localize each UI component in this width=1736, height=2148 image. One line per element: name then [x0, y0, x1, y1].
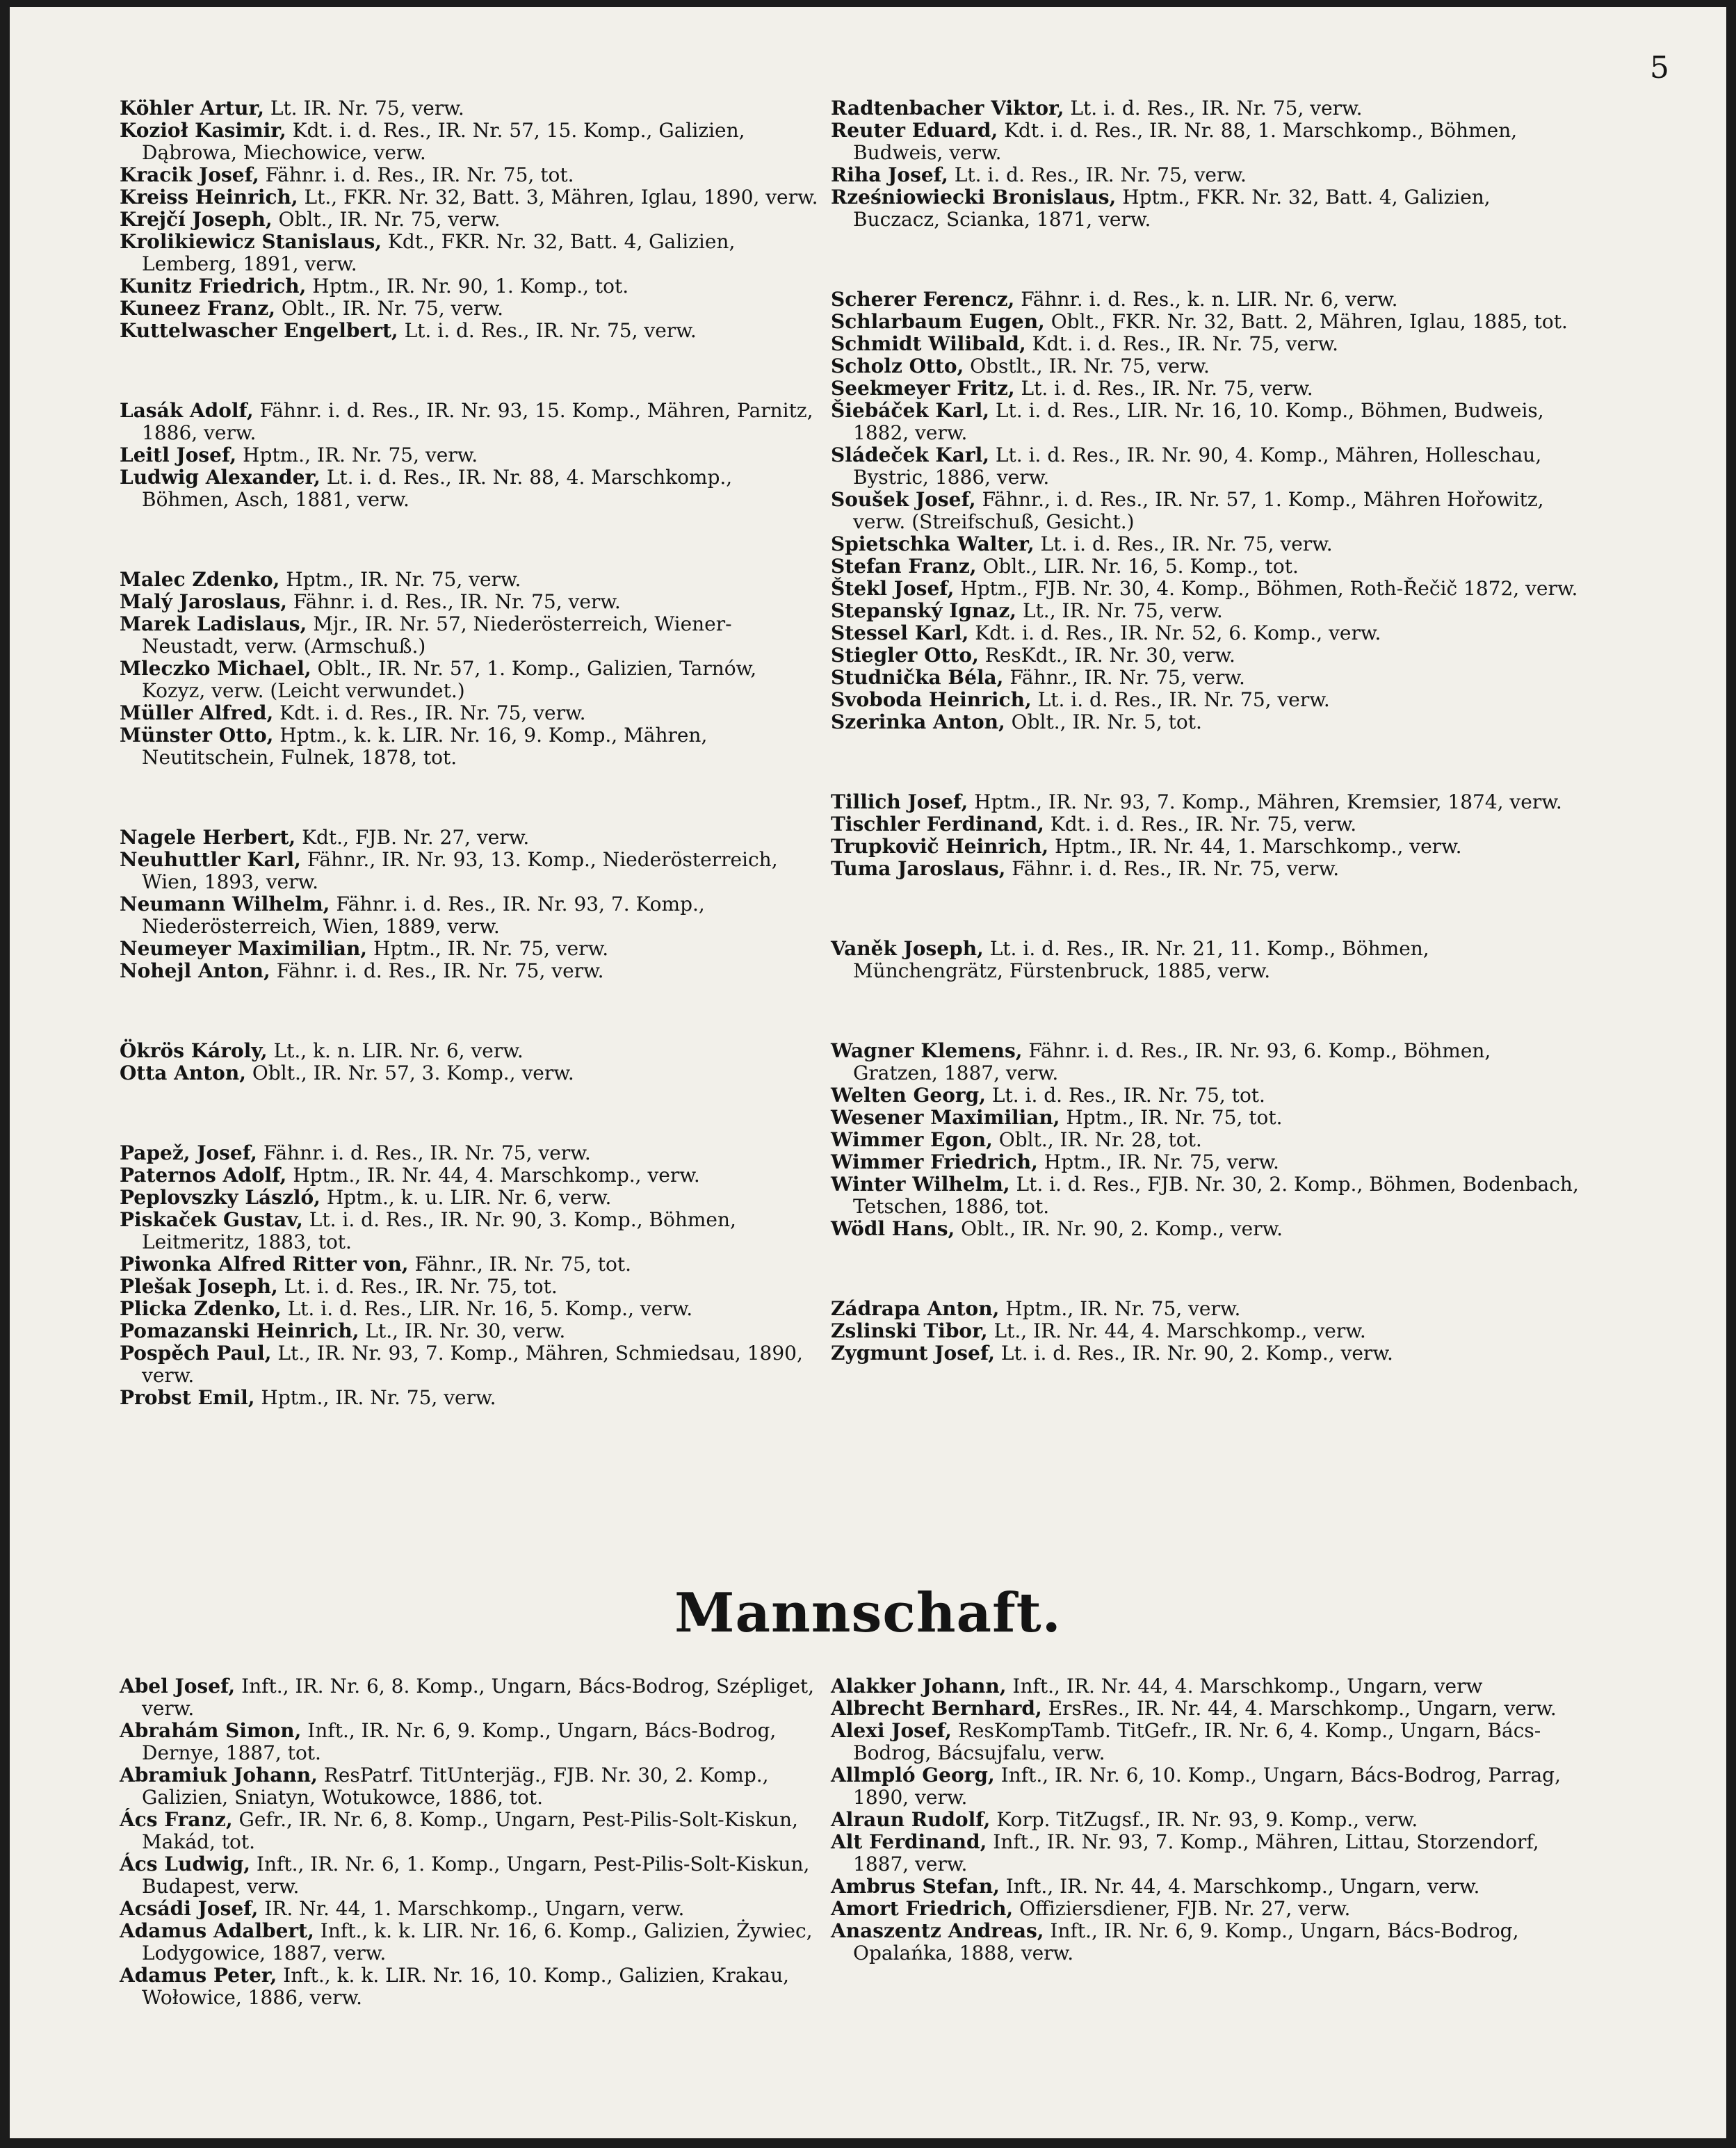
list-entry: [831, 1320, 1582, 1342]
entry-name: Soušek Josef,: [831, 488, 976, 511]
entry-name: Amort Friedrich,: [831, 1897, 1014, 1920]
page-number: 5: [1650, 50, 1669, 86]
entry-details: Lt. i. d. Res., IR. Nr. 75, verw.: [1064, 97, 1363, 120]
entry-details: Lt. IR. Nr. 75, verw.: [263, 97, 464, 120]
entry-details: Inft., IR. Nr. 44, 4. Marschkomp., Ungarn, verw: [1006, 1675, 1483, 1698]
entry-details: Inft., IR. Nr. 93, 7. Komp., Mähren, Littau, Storzendorf, 1887, verw.: [853, 1830, 1539, 1876]
entry-name: Adamus Peter,: [120, 1964, 277, 1987]
entry-details: Hptm., IR. Nr. 75, verw.: [254, 1386, 496, 1409]
entry-details: Kdt. i. d. Res., IR. Nr. 57, 15. Komp., Galizien, Dąbrowa, Miechowice, verw.: [142, 119, 745, 164]
entry-details: Inft., IR. Nr. 6, 1. Komp., Ungarn, Pest-Pilis-Solt-Kiskun, Budapest, verw.: [142, 1853, 810, 1898]
list-entry: [120, 444, 822, 466]
entry-name: Vaněk Joseph,: [831, 937, 984, 960]
list-entry: [120, 164, 822, 186]
entry-name: Malý Jaroslaus,: [120, 590, 288, 613]
letter-group: [831, 791, 1582, 880]
list-entry: [120, 1062, 822, 1084]
entry-details: ResPatrf. TitUnterjäg., FJB. Nr. 30, 2. Komp., Galizien, Sniatyn, Wotukowce, 1886, tot.: [142, 1764, 769, 1809]
list-entry: [120, 1040, 822, 1062]
entry-name: Abel Josef,: [120, 1675, 236, 1698]
entry-details: Hptm., IR. Nr. 75, verw.: [999, 1297, 1241, 1320]
list-entry: [120, 1675, 822, 1720]
list-entry: [831, 1809, 1582, 1831]
letter-group: [120, 97, 822, 342]
entry-name: Wimmer Friedrich,: [831, 1150, 1038, 1173]
list-entry: [120, 1187, 822, 1209]
entry-name: Trupkovič Heinrich,: [831, 835, 1049, 858]
entry-name: Szerinka Anton,: [831, 710, 1005, 733]
entry-details: Hptm., IR. Nr. 44, 1. Marschkomp., verw.: [1048, 835, 1462, 858]
entry-details: Hptm., IR. Nr. 75, verw.: [236, 444, 478, 466]
entry-details: Obstlt., IR. Nr. 75, verw.: [964, 355, 1210, 377]
entry-name: Schlarbaum Eugen,: [831, 310, 1045, 333]
list-entry: [120, 275, 822, 298]
entry-details: Oblt., FKR. Nr. 32, Batt. 2, Mähren, Iglau, 1885, tot.: [1044, 310, 1568, 333]
list-entry: [831, 711, 1582, 733]
entry-details: Fähnr., IR. Nr. 75, tot.: [408, 1253, 632, 1276]
entry-details: Hptm., IR. Nr. 44, 4. Marschkomp., verw.: [286, 1164, 700, 1187]
entry-details: Fähnr. i. d. Res., IR. Nr. 93, 15. Komp., Mähren, Parnitz, 1886, verw.: [142, 399, 813, 444]
list-entry: [831, 1298, 1582, 1320]
list-entry: [120, 1164, 822, 1187]
entry-details: Gefr., IR. Nr. 6, 8. Komp., Ungarn, Pest-Pilis-Solt-Kiskun, Makád, tot.: [142, 1808, 798, 1853]
entry-details: Inft., k. k. LIR. Nr. 16, 6. Komp., Galizien, Żywiec, Lodygowice, 1887, verw.: [142, 1919, 813, 1964]
list-entry: [120, 1898, 822, 1920]
entry-name: Stessel Karl,: [831, 621, 969, 644]
list-entry: [831, 97, 1582, 120]
entry-details: Fähnr., i. d. Res., IR. Nr. 57, 1. Komp., Mähren Hořowitz, verw. (Streifschuß, Gesicht.): [853, 488, 1544, 533]
mannschaft-left-column: [120, 1675, 822, 2009]
entry-details: Lt. i. d. Res., IR. Nr. 90, 4. Komp., Mähren, Holleschau, Bystric, 1886, verw.: [853, 444, 1542, 489]
list-entry: [831, 813, 1582, 836]
entry-name: Müller Alfred,: [120, 701, 274, 724]
entry-name: Winter Wilhelm,: [831, 1173, 1010, 1196]
entry-details: Lt. i. d. Res., IR. Nr. 75, verw.: [1014, 377, 1313, 400]
entry-details: Lt. i. d. Res., IR. Nr. 75, verw.: [948, 163, 1247, 186]
entry-details: Inft., k. k. LIR. Nr. 16, 10. Komp., Galizien, Krakau, Wołowice, 1886, verw.: [142, 1964, 790, 2009]
list-entry: [831, 333, 1582, 355]
entry-details: Lt. i. d. Res., LIR. Nr. 16, 10. Komp., Böhmen, Budweis, 1882, verw.: [853, 399, 1544, 444]
entry-name: Pomazanski Heinrich,: [120, 1319, 359, 1342]
entry-details: Hptm., k. u. LIR. Nr. 6, verw.: [320, 1186, 612, 1209]
list-entry: [120, 1253, 822, 1276]
entry-name: Šiebáček Karl,: [831, 399, 990, 422]
entry-details: Fähnr., IR. Nr. 75, verw.: [1003, 666, 1245, 689]
entry-name: Nagele Herbert,: [120, 826, 296, 849]
entry-name: Piwonka Alfred Ritter von,: [120, 1253, 409, 1276]
entry-name: Plešak Joseph,: [120, 1275, 278, 1298]
entry-name: Malec Zdenko,: [120, 568, 280, 591]
entry-details: Lt., IR. Nr. 30, verw.: [359, 1319, 566, 1342]
entry-details: Kdt. i. d. Res., IR. Nr. 88, 1. Marschkomp., Böhmen, Budweis, verw.: [853, 119, 1518, 164]
entry-name: Scherer Ferencz,: [831, 288, 1015, 311]
entry-details: Lt. i. d. Res., FJB. Nr. 30, 2. Komp., Böhmen, Bodenbach, Tetschen, 1886, tot.: [853, 1173, 1579, 1218]
entry-name: Neuhuttler Karl,: [120, 848, 301, 871]
list-entry: [120, 1920, 822, 1964]
letter-group: [831, 1298, 1582, 1365]
entry-details: Kdt. i. d. Res., IR. Nr. 75, verw.: [1044, 813, 1357, 836]
list-entry: [120, 186, 822, 209]
entry-details: Oblt., IR. Nr. 5, tot.: [1005, 710, 1202, 733]
entry-name: Radtenbacher Viktor,: [831, 97, 1064, 120]
list-entry: [120, 893, 822, 938]
list-entry: [120, 320, 822, 342]
entry-details: Oblt., LIR. Nr. 16, 5. Komp., tot.: [976, 555, 1299, 578]
entry-details: Fähnr. i. d. Res., IR. Nr. 75, verw.: [1005, 857, 1340, 880]
entry-details: Inft., IR. Nr. 6, 9. Komp., Ungarn, Bács-Bodrog, Opalańka, 1888, verw.: [853, 1919, 1519, 1964]
entry-name: Köhler Artur,: [120, 97, 264, 120]
entry-details: Hptm., IR. Nr. 75, verw.: [279, 568, 521, 591]
list-entry: [831, 489, 1582, 533]
entry-details: Lt., FKR. Nr. 32, Batt. 3, Mähren, Iglau, 1890, verw.: [298, 186, 818, 209]
list-entry: [120, 613, 822, 658]
entry-details: Inft., IR. Nr. 6, 10. Komp., Ungarn, Bács-Bodrog, Parrag, 1890, verw.: [853, 1764, 1561, 1809]
list-entry: [120, 960, 822, 982]
list-entry: [120, 1298, 822, 1320]
entry-name: Alraun Rudolf,: [831, 1808, 991, 1831]
list-entry: [831, 858, 1582, 880]
list-entry: [120, 120, 822, 164]
entry-details: ResKdt., IR. Nr. 30, verw.: [978, 644, 1235, 667]
entry-name: Peplovszky László,: [120, 1186, 321, 1209]
list-entry: [831, 400, 1582, 444]
entry-name: Alt Ferdinand,: [831, 1830, 987, 1853]
entry-details: Lt. i. d. Res., IR. Nr. 75, tot.: [985, 1084, 1265, 1107]
entry-details: Hptm., FKR. Nr. 32, Batt. 4, Galizien, Buczacz, Scianka, 1871, verw.: [853, 186, 1491, 231]
entry-details: Oblt., IR. Nr. 57, 1. Komp., Galizien, Tarnów, Kozyz, verw. (Leicht verwundet.): [142, 657, 757, 702]
list-entry: [831, 1920, 1582, 1964]
entry-name: Stepanský Ignaz,: [831, 599, 1017, 622]
entry-details: Lt. i. d. Res., IR. Nr. 75, verw.: [1031, 688, 1330, 711]
list-entry: [120, 849, 822, 893]
entry-name: Tischler Ferdinand,: [831, 813, 1044, 836]
list-entry: [120, 466, 822, 511]
list-entry: [831, 938, 1582, 982]
list-entry: [831, 164, 1582, 186]
list-entry: [831, 1151, 1582, 1173]
list-entry: [831, 1698, 1582, 1720]
list-entry: [120, 658, 822, 702]
entry-name: Svoboda Heinrich,: [831, 688, 1032, 711]
entry-name: Wesener Maximilian,: [831, 1106, 1060, 1129]
entry-details: Oblt., IR. Nr. 28, tot.: [992, 1128, 1202, 1151]
entry-name: Acsádi Josef,: [120, 1897, 259, 1920]
entry-details: Fähnr. i. d. Res., IR. Nr. 75, verw.: [257, 1141, 591, 1164]
entry-name: Reuter Eduard,: [831, 119, 998, 142]
entry-details: Fähnr., IR. Nr. 93, 13. Komp., Niederösterreich, Wien, 1893, verw.: [142, 848, 778, 893]
list-entry: [831, 644, 1582, 667]
list-entry: [831, 1107, 1582, 1129]
entry-name: Plicka Zdenko,: [120, 1297, 282, 1320]
entry-details: Lt., IR. Nr. 75, verw.: [1016, 599, 1223, 622]
list-entry: [831, 186, 1582, 231]
entry-name: Wimmer Egon,: [831, 1128, 993, 1151]
entry-details: Offiziersdiener, FJB. Nr. 27, verw.: [1013, 1897, 1351, 1920]
entry-name: Piskaček Gustav,: [120, 1208, 303, 1231]
entry-name: Scholz Otto,: [831, 355, 964, 377]
entry-name: Stiegler Otto,: [831, 644, 979, 667]
entry-details: Mjr., IR. Nr. 57, Niederösterreich, Wiener-Neustadt, verw. (Armschuß.): [142, 612, 732, 658]
entry-name: Pospěch Paul,: [120, 1342, 272, 1365]
list-entry: [831, 1084, 1582, 1107]
list-entry: [120, 97, 822, 120]
entry-name: Papež, Josef,: [120, 1141, 257, 1164]
entry-name: Otta Anton,: [120, 1061, 246, 1084]
list-entry: [831, 377, 1582, 400]
entry-name: Spietschka Walter,: [831, 532, 1035, 555]
letter-group: [120, 827, 822, 982]
entry-name: Rześniowiecki Bronislaus,: [831, 186, 1117, 209]
entry-details: Hptm., FJB. Nr. 30, 4. Komp., Böhmen, Roth-Řečič 1872, verw.: [954, 577, 1578, 600]
list-entry: [120, 1342, 822, 1387]
list-entry: [120, 298, 822, 320]
entry-details: Inft., IR. Nr. 6, 8. Komp., Ungarn, Bács-Bodrog, Szépliget, verw.: [142, 1675, 815, 1720]
entry-details: Kdt. i. d. Res., IR. Nr. 75, verw.: [1025, 332, 1339, 355]
officers-left-column: [120, 97, 822, 1467]
list-entry: [120, 400, 822, 444]
entry-name: Nohejl Anton,: [120, 959, 270, 982]
entry-details: Oblt., IR. Nr. 75, verw.: [275, 297, 503, 320]
list-entry: [831, 1173, 1582, 1218]
list-entry: [120, 827, 822, 849]
entry-name: Albrecht Bernhard,: [831, 1697, 1042, 1720]
entry-details: Hptm., IR. Nr. 90, 1. Komp., tot.: [306, 275, 629, 298]
entry-details: Lt. i. d. Res., IR. Nr. 88, 4. Marschkomp., Böhmen, Asch, 1881, verw.: [142, 466, 733, 511]
entry-details: Lt. i. d. Res., IR. Nr. 90, 3. Komp., Böhmen, Leitmeritz, 1883, tot.: [142, 1208, 736, 1253]
entry-name: Abrahám Simon,: [120, 1719, 302, 1742]
entry-details: Inft., IR. Nr. 44, 4. Marschkomp., Ungarn, verw.: [999, 1875, 1480, 1898]
entry-details: Lt., IR. Nr. 93, 7. Komp., Mähren, Schmiedsau, 1890, verw.: [142, 1342, 803, 1387]
entry-details: Inft., IR. Nr. 6, 9. Komp., Ungarn, Bács-Bodrog, Dernye, 1887, tot.: [142, 1719, 777, 1764]
entry-name: Ökrös Károly,: [120, 1039, 268, 1062]
entry-name: Allmpló Georg,: [831, 1764, 995, 1787]
entry-name: Münster Otto,: [120, 724, 274, 747]
entry-details: Oblt., IR. Nr. 57, 3. Komp., verw.: [245, 1061, 574, 1084]
list-entry: [120, 1276, 822, 1298]
entry-details: Fähnr. i. d. Res., IR. Nr. 75, verw.: [287, 590, 621, 613]
entry-name: Kracik Josef,: [120, 163, 259, 186]
entry-name: Zslinski Tibor,: [831, 1319, 988, 1342]
entry-name: Probst Emil,: [120, 1386, 255, 1409]
list-entry: [120, 1320, 822, 1342]
entry-details: Fähnr. i. d. Res., IR. Nr. 75, verw.: [270, 959, 604, 982]
list-entry: [120, 1387, 822, 1409]
list-entry: [120, 231, 822, 275]
list-entry: [120, 1209, 822, 1253]
entry-name: Wagner Klemens,: [831, 1039, 1023, 1062]
officers-right-column: [831, 97, 1582, 1422]
entry-name: Zygmunt Josef,: [831, 1342, 995, 1365]
list-entry: [120, 209, 822, 231]
list-entry: [120, 1809, 822, 1853]
section-heading: Mannschaft.: [674, 1581, 1062, 1645]
entry-name: Kuneez Franz,: [120, 297, 275, 320]
entry-name: Seekmeyer Fritz,: [831, 377, 1015, 400]
list-entry: [831, 555, 1582, 578]
entry-name: Leitl Josef,: [120, 444, 237, 466]
entry-name: Krejčí Joseph,: [120, 208, 273, 231]
entry-name: Kozioł Kasimir,: [120, 119, 286, 142]
entry-name: Tillich Josef,: [831, 790, 968, 813]
entry-details: Fähnr. i. d. Res., k. n. LIR. Nr. 6, verw.: [1014, 288, 1398, 311]
list-entry: [831, 836, 1582, 858]
list-entry: [831, 689, 1582, 711]
entry-details: Lt. i. d. Res., IR. Nr. 75, verw.: [1034, 532, 1333, 555]
entry-details: Kdt., FKR. Nr. 32, Batt. 4, Galizien, Lemberg, 1891, verw.: [142, 230, 736, 275]
entry-details: Oblt., IR. Nr. 90, 2. Komp., verw.: [955, 1217, 1283, 1240]
entry-details: Hptm., IR. Nr. 75, tot.: [1060, 1106, 1283, 1129]
entry-name: Adamus Adalbert,: [120, 1919, 314, 1942]
entry-details: Hptm., IR. Nr. 75, verw.: [1037, 1150, 1279, 1173]
entry-name: Tuma Jaroslaus,: [831, 857, 1006, 880]
list-entry: [831, 600, 1582, 622]
entry-name: Krolikiewicz Stanislaus,: [120, 230, 382, 253]
list-entry: [120, 1964, 822, 2009]
entry-name: Marek Ladislaus,: [120, 612, 307, 635]
entry-details: Lt., k. n. LIR. Nr. 6, verw.: [267, 1039, 524, 1062]
entry-name: Lasák Adolf,: [120, 399, 254, 422]
list-entry: [120, 1720, 822, 1764]
entry-name: Kreiss Heinrich,: [120, 186, 298, 209]
mannschaft-right-column: [831, 1675, 1582, 1964]
entry-details: Hptm., k. k. LIR. Nr. 16, 9. Komp., Mähren, Neutitschein, Fulnek, 1878, tot.: [142, 724, 708, 769]
entry-details: Lt. i. d. Res., IR. Nr. 75, verw.: [398, 319, 697, 342]
entry-details: Hptm., IR. Nr. 93, 7. Komp., Mähren, Kremsier, 1874, verw.: [968, 790, 1562, 813]
entry-details: Kdt. i. d. Res., IR. Nr. 52, 6. Komp., verw.: [968, 621, 1381, 644]
list-entry: [831, 1342, 1582, 1365]
entry-name: Schmidt Wilibald,: [831, 332, 1026, 355]
list-entry: [831, 1040, 1582, 1084]
entry-name: Zádrapa Anton,: [831, 1297, 1000, 1320]
entry-details: Lt. i. d. Res., IR. Nr. 90, 2. Komp., verw.: [995, 1342, 1393, 1365]
list-entry: [120, 1853, 822, 1898]
entry-name: Ludwig Alexander,: [120, 466, 321, 489]
letter-group: [831, 97, 1582, 231]
list-entry: [831, 1675, 1582, 1698]
list-entry: [831, 1764, 1582, 1809]
list-entry: [120, 569, 822, 591]
entry-name: Kuttelwascher Engelbert,: [120, 319, 398, 342]
list-entry: [120, 938, 822, 960]
list-entry: [120, 591, 822, 613]
entry-name: Alexi Josef,: [831, 1719, 952, 1742]
list-entry: [831, 1898, 1582, 1920]
list-entry: [831, 1831, 1582, 1876]
list-entry: [831, 1129, 1582, 1151]
letter-group: [120, 1040, 822, 1084]
entry-name: Ács Franz,: [120, 1808, 233, 1831]
list-entry: [831, 1876, 1582, 1898]
entry-details: Lt. i. d. Res., LIR. Nr. 16, 5. Komp., verw.: [281, 1297, 693, 1320]
entry-details: Korp. TitZugsf., IR. Nr. 93, 9. Komp., verw.: [990, 1808, 1418, 1831]
letter-group: [831, 1040, 1582, 1240]
letter-group: [120, 569, 822, 769]
entry-name: Štekl Josef,: [831, 577, 955, 600]
entry-details: Lt. i. d. Res., IR. Nr. 75, tot.: [277, 1275, 558, 1298]
entry-details: ResKompTamb. TitGefr., IR. Nr. 6, 4. Komp., Ungarn, Bács-Bodrog, Bácsujfalu, verw.: [853, 1719, 1541, 1764]
list-entry: [831, 311, 1582, 333]
list-entry: [831, 533, 1582, 555]
entry-name: Kunitz Friedrich,: [120, 275, 307, 298]
entry-details: Oblt., IR. Nr. 75, verw.: [272, 208, 501, 231]
entry-details: Kdt. i. d. Res., IR. Nr. 75, verw.: [273, 701, 586, 724]
entry-details: Fähnr. i. d. Res., IR. Nr. 75, tot.: [259, 163, 574, 186]
list-entry: [831, 355, 1582, 377]
entry-name: Riha Josef,: [831, 163, 948, 186]
entry-details: Lt., IR. Nr. 44, 4. Marschkomp., verw.: [987, 1319, 1366, 1342]
entry-name: Alakker Johann,: [831, 1675, 1007, 1698]
entry-name: Sládeček Karl,: [831, 444, 990, 466]
entry-details: Fähnr. i. d. Res., IR. Nr. 93, 7. Komp., Niederösterreich, Wien, 1889, verw.: [142, 893, 705, 938]
letter-group: [120, 400, 822, 511]
entry-name: Ács Ludwig,: [120, 1853, 250, 1876]
list-entry: [831, 120, 1582, 164]
entry-name: Stefan Franz,: [831, 555, 977, 578]
entry-name: Neumeyer Maximilian,: [120, 937, 368, 960]
list-entry: [120, 1142, 822, 1164]
list-entry: [120, 702, 822, 724]
list-entry: [831, 791, 1582, 813]
letter-group: [120, 1142, 822, 1409]
entry-name: Welten Georg,: [831, 1084, 986, 1107]
entry-name: Abramiuk Johann,: [120, 1764, 318, 1787]
letter-group: [831, 288, 1582, 733]
entry-name: Paternos Adolf,: [120, 1164, 287, 1187]
letter-group: [831, 938, 1582, 982]
entry-name: Ambrus Stefan,: [831, 1875, 1000, 1898]
entry-name: Neumann Wilhelm,: [120, 893, 330, 916]
list-entry: [831, 622, 1582, 644]
entry-details: Lt. i. d. Res., IR. Nr. 21, 11. Komp., Böhmen, Münchengrätz, Fürstenbruck, 1885, verw.: [853, 937, 1429, 982]
entry-name: Mleczko Michael,: [120, 657, 311, 680]
entry-details: Fähnr. i. d. Res., IR. Nr. 93, 6. Komp., Böhmen, Gratzen, 1887, verw.: [853, 1039, 1491, 1084]
list-entry: [831, 1720, 1582, 1764]
list-entry: [120, 1764, 822, 1809]
list-entry: [831, 667, 1582, 689]
list-entry: [831, 444, 1582, 489]
entry-details: ErsRes., IR. Nr. 44, 4. Marschkomp., Ungarn, verw.: [1041, 1697, 1557, 1720]
entry-details: IR. Nr. 44, 1. Marschkomp., Ungarn, verw.: [258, 1897, 685, 1920]
list-entry: [831, 1218, 1582, 1240]
list-entry: [120, 724, 822, 769]
list-entry: [831, 288, 1582, 311]
entry-details: Kdt., FJB. Nr. 27, verw.: [295, 826, 530, 849]
entry-details: Hptm., IR. Nr. 75, verw.: [367, 937, 609, 960]
entry-name: Anaszentz Andreas,: [831, 1919, 1044, 1942]
entry-name: Wödl Hans,: [831, 1217, 955, 1240]
list-entry: [831, 578, 1582, 600]
entry-name: Studnička Béla,: [831, 666, 1004, 689]
